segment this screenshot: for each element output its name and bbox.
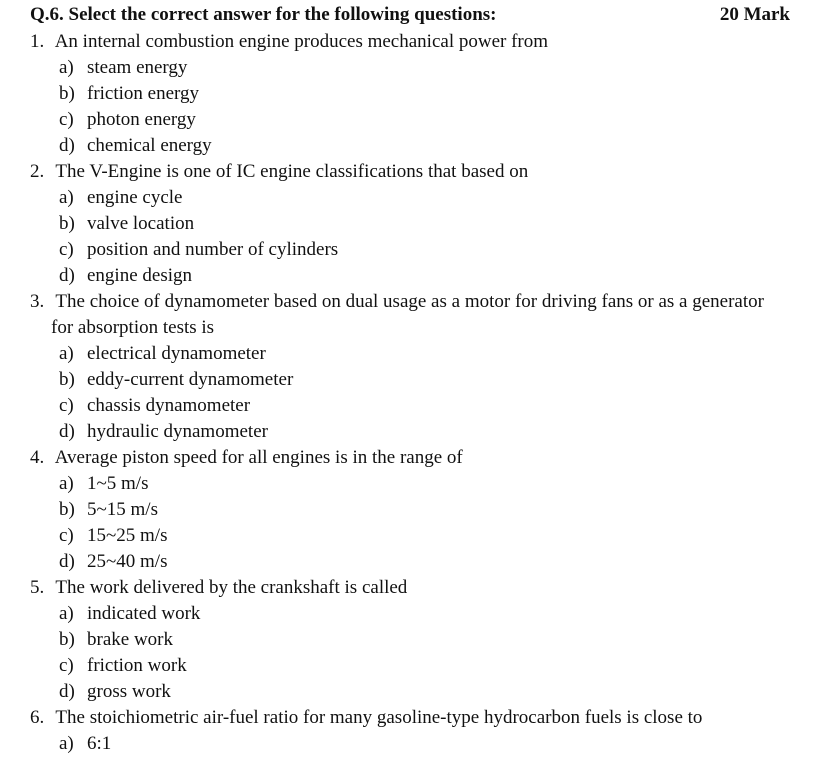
- question-number: 4.: [30, 447, 45, 468]
- question-stem: [30, 29, 820, 55]
- answer-option: [30, 185, 820, 211]
- option-letter: a): [59, 343, 74, 364]
- answer-option: [30, 523, 820, 549]
- answer-option: [30, 237, 820, 263]
- question-5: [30, 575, 820, 705]
- option-letter: d): [59, 135, 75, 156]
- answer-option: [30, 419, 820, 445]
- answer-option: [30, 211, 820, 237]
- answer-option: [30, 601, 820, 627]
- question-number: 1.: [30, 31, 45, 52]
- option-text: engine cycle: [87, 187, 183, 208]
- option-letter: c): [59, 239, 74, 260]
- answer-option: [30, 497, 820, 523]
- option-text: 15~25 m/s: [87, 525, 168, 546]
- option-letter: b): [59, 629, 75, 650]
- question-4: [30, 445, 820, 575]
- marks-label: 20 Mark: [719, 4, 790, 25]
- question-title: Q.6. Select the correct answer for the following questions:: [30, 4, 497, 25]
- option-letter: d): [59, 265, 75, 286]
- question-stem: [30, 445, 820, 471]
- question-number: 6.: [30, 707, 45, 728]
- question-text: Average piston speed for all engines is in the range of: [54, 447, 463, 468]
- question-stem: [30, 159, 820, 185]
- option-letter: a): [59, 57, 74, 78]
- answer-option: [30, 133, 820, 159]
- option-letter: d): [59, 551, 75, 572]
- option-letter: c): [59, 395, 74, 416]
- question-text: An internal combustion engine produces mechanical power from: [54, 31, 549, 52]
- option-text: 6:1: [87, 733, 112, 754]
- answer-option: [30, 263, 820, 289]
- question-stem-continuation: [30, 315, 820, 341]
- answer-option: [30, 81, 820, 107]
- option-text: indicated work: [87, 603, 201, 624]
- question-6: [30, 705, 820, 757]
- option-letter: d): [59, 681, 75, 702]
- option-text: chassis dynamometer: [87, 395, 251, 416]
- option-text: steam energy: [87, 57, 188, 78]
- option-text: 1~5 m/s: [87, 473, 149, 494]
- option-text: photon energy: [87, 109, 196, 130]
- question-stem: [30, 289, 820, 315]
- answer-option: [30, 549, 820, 575]
- option-text: friction work: [87, 655, 187, 676]
- question-1: [30, 29, 820, 159]
- answer-option: [30, 55, 820, 81]
- answer-option: [30, 107, 820, 133]
- question-2: [30, 159, 820, 289]
- question-number: 5.: [30, 577, 45, 598]
- option-text: 5~15 m/s: [87, 499, 158, 520]
- question-list: [30, 29, 820, 757]
- question-header: [30, 4, 790, 28]
- answer-option: [30, 341, 820, 367]
- answer-option: [30, 367, 820, 393]
- option-letter: a): [59, 603, 74, 624]
- option-letter: a): [59, 187, 74, 208]
- question-stem: [30, 705, 820, 731]
- answer-option: [30, 627, 820, 653]
- option-letter: a): [59, 733, 74, 754]
- question-text: The work delivered by the crankshaft is called: [55, 577, 408, 598]
- question-text: The choice of dynamometer based on dual usage as a motor for driving fans or as a generator: [55, 291, 764, 312]
- option-text: engine design: [87, 265, 193, 286]
- option-text: 25~40 m/s: [87, 551, 168, 572]
- option-letter: c): [59, 525, 74, 546]
- option-text: chemical energy: [87, 135, 212, 156]
- option-text: hydraulic dynamometer: [87, 421, 268, 442]
- answer-option: [30, 393, 820, 419]
- option-letter: c): [59, 655, 74, 676]
- option-letter: c): [59, 109, 74, 130]
- option-text: gross work: [87, 681, 171, 702]
- option-letter: b): [59, 83, 75, 104]
- option-text: eddy-current dynamometer: [87, 369, 294, 390]
- answer-option: [30, 731, 820, 757]
- answer-option: [30, 679, 820, 705]
- question-number: 2.: [30, 161, 45, 182]
- option-text: valve location: [87, 213, 195, 234]
- option-letter: d): [59, 421, 75, 442]
- question-text-continued: for absorption tests is: [51, 317, 215, 338]
- option-letter: b): [59, 213, 75, 234]
- answer-option: [30, 471, 820, 497]
- option-text: friction energy: [87, 83, 200, 104]
- option-text: position and number of cylinders: [87, 239, 339, 260]
- option-letter: b): [59, 369, 75, 390]
- question-3: [30, 289, 820, 445]
- answer-option: [30, 653, 820, 679]
- option-letter: a): [59, 473, 74, 494]
- option-letter: b): [59, 499, 75, 520]
- question-text: The stoichiometric air-fuel ratio for many gasoline-type hydrocarbon fuels is close to: [55, 707, 703, 728]
- question-number: 3.: [30, 291, 45, 312]
- option-text: electrical dynamometer: [87, 343, 266, 364]
- question-stem: [30, 575, 820, 601]
- question-text: The V-Engine is one of IC engine classifications that based on: [55, 161, 529, 182]
- option-text: brake work: [87, 629, 173, 650]
